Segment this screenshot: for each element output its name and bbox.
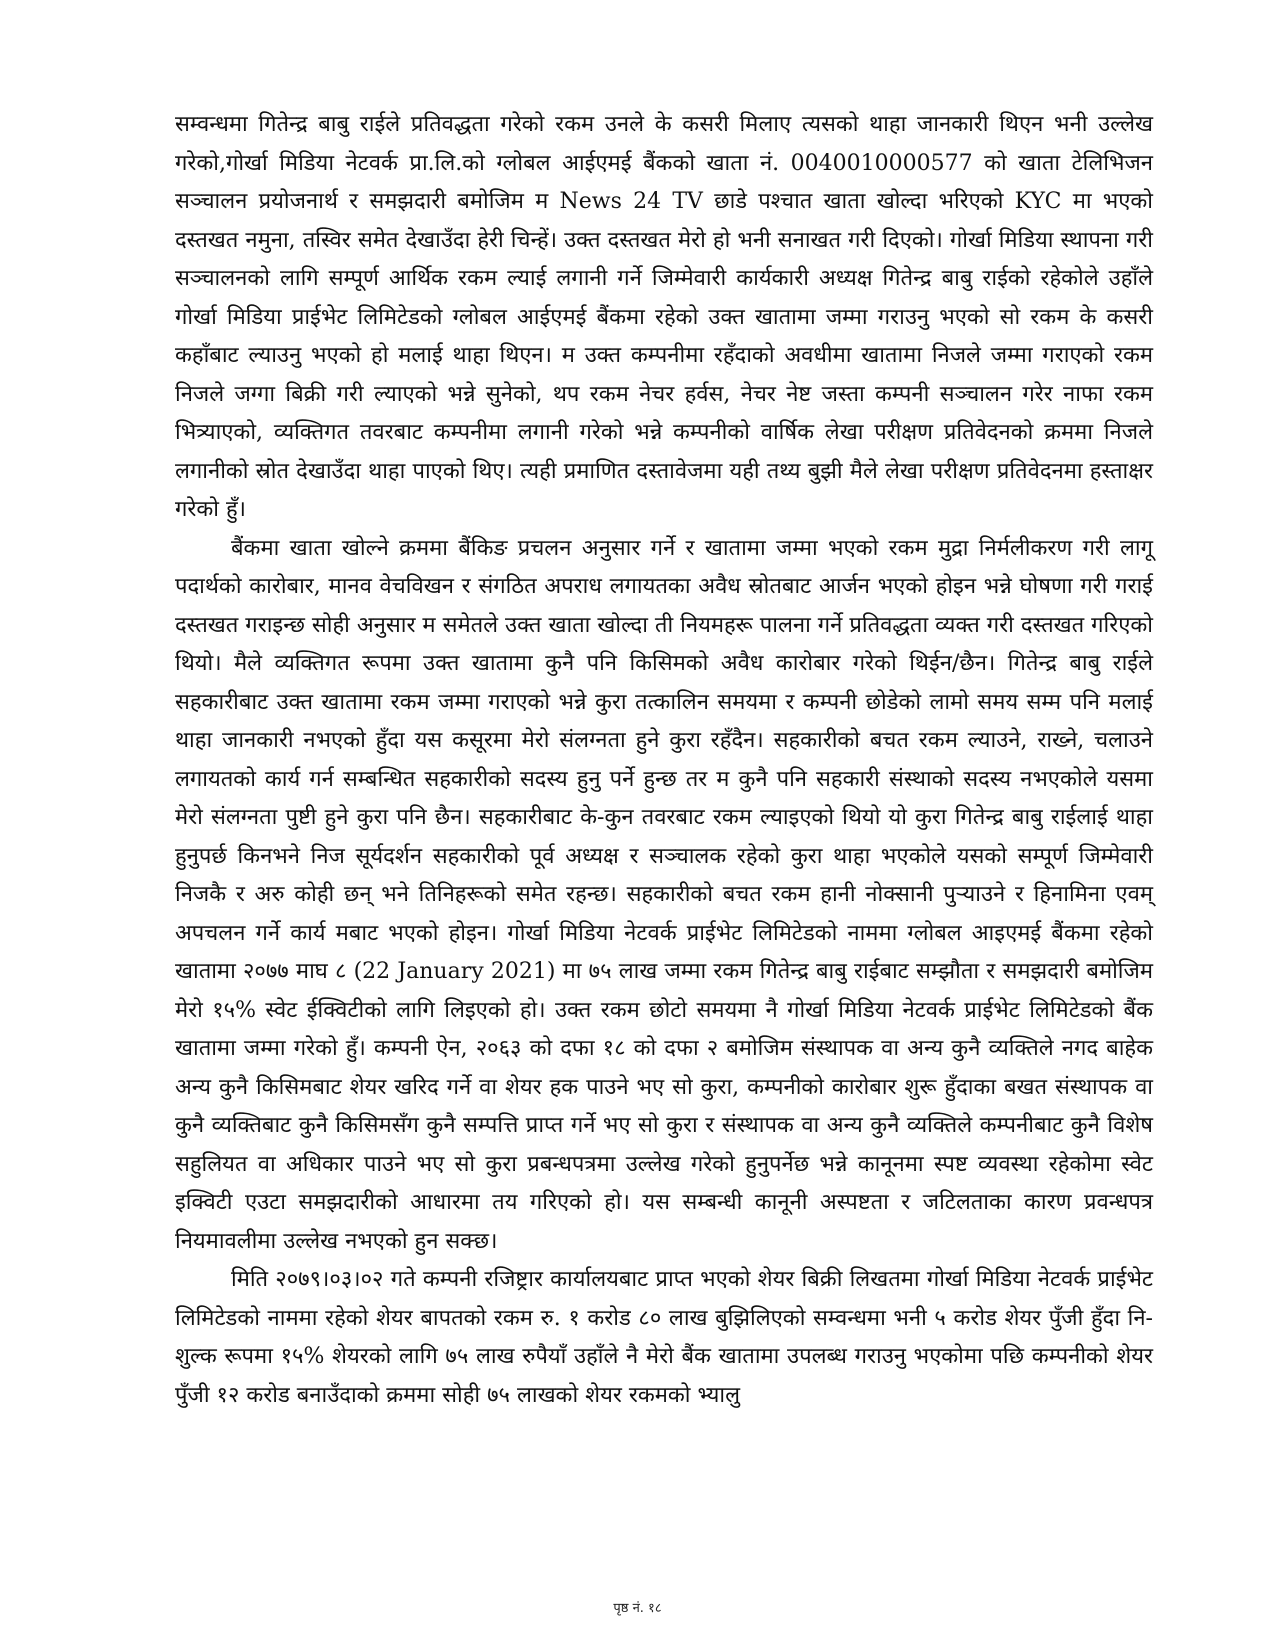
paragraph-2: बैंकमा खाता खोल्ने क्रममा बैंकिङ प्रचलन अनुसार गर्ने र खातामा जम्मा भएको रकम मुद्रा निर्मलीकरण गरी लागू पदार्थको कारोबार, मानव वेचविखन र संगठित अपराध लगायतका अवैध स्रोतबाट आर्जन भएको होइन भन्ने घोषणा गरी गराई दस्तखत गराइन्छ सोही अनुसार म समेतले उक्त खाता खोल्दा ती नियमहरू पालना गर्ने प्रतिवद्धता व्यक्त गरी दस्तखत गरिएको थियो। मैले व्यक्तिगत रूपमा उक्त खातामा कुनै पनि किसिमको अवैध कारोबार गरेको थिईन/छैन। गितेन्द्र बाबु राईले सहकारीबाट उक्त खातामा रकम जम्मा गराएको भन्ने कुरा तत्कालिन समयमा र कम्पनी छोडेको लामो समय सम्म पनि मलाई थाहा जानकारी नभएको हुँदा यस कसूरमा मेरो संलग्नता हुने कुरा रहँदैन। सहकारीको बचत रकम ल्याउने, राख्ने, चलाउने लगायतको कार्य गर्न सम्बन्धित सहकारीको सदस्य हुनु पर्ने हुन्छ तर म कुनै पनि सहकारी संस्थाको सदस्य नभएकोले यसमा मेरो संलग्नता पुष्टी हुने कुरा पनि छैन। सहकारीबाट के-कुन तवरबाट रकम ल्याइएको थियो यो कुरा गितेन्द्र बाबु राईलाई थाहा हुनुपर्छ किनभने निज सूर्यदर्शन सहकारीको पूर्व अध्यक्ष र सञ्चालक रहेको कुरा थाहा भएकोले यसको सम्पूर्ण जिम्मेवारी निजकै र अरु कोही छन् भने तिनिहरूको समेत रहन्छ। सहकारीको बचत रकम हानी नोक्सानी पुऱ्याउने र हिनामिना एवम् अपचलन गर्ने कार्य मबाट भएको होइन। गोर्खा मिडिया नेटवर्क प्राईभेट लिमिटेडको नाममा ग्लोबल आइएमई बैंकमा रहेको खातामा २०७७ माघ ८ (22 January 2021) मा ७५ लाख जम्मा रकम गितेन्द्र बाबु राईबाट सम्झौता र समझदारी बमोजिम मेरो १५% स्वेट ईक्विटीको लागि लिइएको हो। उक्त रकम छोटो समयमा नै गोर्खा मिडिया नेटवर्क प्राईभेट लिमिटेडको बैंक खातामा जम्मा गरेको हुँ। कम्पनी ऐन, २०६३ को दफा १८ को दफा २ बमोजिम संस्थापक वा अन्य कुनै व्यक्तिले नगद बाहेक अन्य कुनै किसिमबाट शेयर खरिद गर्ने वा शेयर हक पाउने भए सो कुरा, कम्पनीको कारोबार शुरू हुँदाका बखत संस्थापक वा कुनै व्यक्तिबाट कुनै किसिमसँग कुनै सम्पत्ति प्राप्त गर्ने भए सो कुरा र संस्थापक वा अन्य कुनै व्यक्तिले कम्पनीबाट कुनै विशेष सहुलियत वा अधिकार पाउने भए सो कुरा प्रबन्धपत्रमा उल्लेख गरेको हुनुपर्नेछ भन्ने कानूनमा स्पष्ट व्यवस्था रहेकोमा स्वेट इक्विटी एउटा समझदारीको आधारमा तय गरिएको हो। यस सम्बन्धी कानूनी अस्पष्टता र जटिलताका कारण प्रवन्धपत्र नियमावलीमा उल्लेख नभएको हुन सक्छ। — [175, 535, 1153, 1254]
paragraph-1: सम्वन्धमा गितेन्द्र बाबु राईले प्रतिवद्धता गरेको रकम उनले के कसरी मिलाए त्यसको थाहा जानकारी थिएन भनी उल्लेख गरेको,गोर्खा मिडिया नेटवर्क प्रा.लि.को ग्लोबल आईएमई बैंकको खाता नं. 0040010000577 को खाता टेलिभिजन सञ्चालन प्रयोजनार्थ र समझदारी बमोजिम म News 24 TV छाडे पश्चात खाता खोल्दा भरिएको KYC मा भएको दस्तखत नमुना, तस्विर समेत देखाउँदा हेरी चिन्हें। उक्त दस्तखत मेरो हो भनी सनाखत गरी दिएको। गोर्खा मिडिया स्थापना गरी सञ्चालनको लागि सम्पूर्ण आर्थिक रकम ल्याई लगानी गर्ने जिम्मेवारी कार्यकारी अध्यक्ष गितेन्द्र बाबु राईको रहेकोले उहाँले गोर्खा मिडिया प्राईभेट लिमिटेडको ग्लोबल आईएमई बैंकमा रहेको उक्त खातामा जम्मा गराउनु भएको सो रकम के कसरी कहाँबाट ल्याउनु भएको हो मलाई थाहा थिएन। म उक्त कम्पनीमा रहँदाको अवधीमा खातामा निजले जम्मा गराएको रकम निजले जग्गा बिक्री गरी ल्याएको भन्ने सुनेको, थप रकम नेचर हर्वस, नेचर नेष्ट जस्ता कम्पनी सञ्चालन गरेर नाफा रकम भित्र्याएको, व्यक्तिगत तवरबाट कम्पनीमा लगानी गरेको भन्ने कम्पनीको वार्षिक लेखा परीक्षण प्रतिवेदनको क्रममा निजले लगानीको स्रोत देखाउँदा थाहा पाएको थिए। त्यही प्रमाणित दस्तावेजमा यही तथ्य बुझी मैले लेखा परीक्षण प्रतिवेदनमा हस्ताक्षर गरेको हुँ। — [175, 112, 1153, 522]
paragraph-3: मिति २०७९।०३।०२ गते कम्पनी रजिष्ट्रार कार्यालयबाट प्राप्त भएको शेयर बिक्री लिखतमा गोर्खा मिडिया नेटवर्क प्राईभेट लिमिटेडको नाममा रहेको शेयर बापतको रकम रु. १ करोड ८० लाख बुझिलिएको सम्वन्धमा भनी ५ करोड शेयर पुँजी हुँदा नि-शुल्क रूपमा १५% शेयरको लागि ७५ लाख रुपैयाँ उहाँले नै मेरो बैंक खातामा उपलब्ध गराउनु भएकोमा पछि कम्पनीको शेयर पुँजी १२ करोड बनाउँदाको क्रममा सोही ७५ लाखको शेयर रकमको भ्यालु — [175, 1267, 1153, 1408]
page-number: पृष्ठ नं. १८ — [613, 1601, 662, 1616]
body-text — [175, 106, 1153, 1415]
